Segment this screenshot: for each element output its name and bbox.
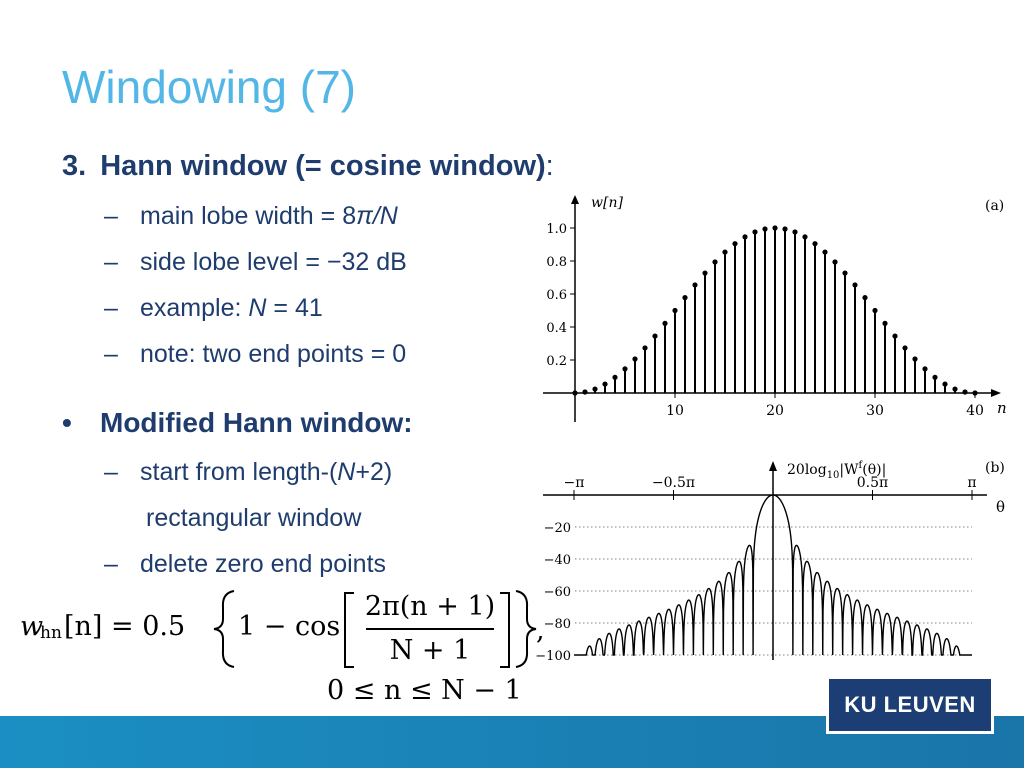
chart-a-stem-point <box>582 389 587 394</box>
formula-lhs-rest: [n] = 0.5 <box>64 611 186 642</box>
dash: – <box>104 294 118 322</box>
chart-a-y-tick-label: 0.8 <box>546 255 567 270</box>
dash: – <box>104 458 118 486</box>
chart-a-stem-point <box>572 390 577 395</box>
chart-a-stem-point <box>742 234 747 239</box>
chart-a-x-arrow <box>991 389 1001 397</box>
chart-a-stem-point <box>642 345 647 350</box>
chart-a-stem-point <box>812 241 817 246</box>
chart-a-stem-point <box>692 282 697 287</box>
chart-a-stem-point <box>662 321 667 326</box>
chart-a-y-tick-label: 0.4 <box>546 321 567 336</box>
heading-text: Hann window (= cosine window) <box>100 150 546 182</box>
item-note: – note: two end points = 0 <box>104 340 407 368</box>
chart-b-xlabel: θ <box>996 498 1006 516</box>
chart-b-x-tick-label: π <box>967 475 977 491</box>
chart-b-y-tick-label: −100 <box>535 649 571 664</box>
dash: – <box>104 340 118 368</box>
item-rectangular: rectangular window <box>146 504 362 532</box>
item-start-length: – start from length-(N+2) <box>104 458 393 486</box>
chart-a-stem-plot <box>525 190 1020 422</box>
chart-a-stem-point <box>892 333 897 338</box>
chart-a-x-tick-label: 20 <box>766 403 784 419</box>
chart-a-stem-point <box>672 308 677 313</box>
chart-a-stem-point <box>752 229 757 234</box>
chart-a-stem-point <box>802 234 807 239</box>
formula-comma: , <box>536 615 545 646</box>
chart-a-stem-point <box>852 282 857 287</box>
chart-a-stem-point <box>602 381 607 386</box>
chart-a-stem-point <box>962 389 967 394</box>
chart-b-x-tick-label: −0.5π <box>651 475 696 491</box>
chart-a-stem-point <box>832 259 837 264</box>
chart-a-stem-point <box>592 386 597 391</box>
item-main-lobe: – main lobe width = 8π/N <box>104 202 398 230</box>
ku-leuven-logo: KU LEUVEN <box>826 676 994 734</box>
chart-a-xlabel: n <box>997 399 1007 417</box>
chart-a-y-tick-label: 0.6 <box>546 288 567 303</box>
chart-a-y-tick-label: 0.2 <box>546 354 567 369</box>
chart-a-stem-point <box>862 295 867 300</box>
chart-a-stem-point <box>972 390 977 395</box>
chart-a-stem-point <box>632 356 637 361</box>
chart-b-y-arrow <box>769 461 777 471</box>
chart-b-x-tick-label: 0.5π <box>856 475 889 491</box>
chart-a-stem-point <box>782 226 787 231</box>
chart-a-stem-point <box>792 229 797 234</box>
chart-a-stem-point <box>712 259 717 264</box>
chart-b-y-tick-label: −80 <box>543 617 571 632</box>
chart-a-stem-point <box>932 375 937 380</box>
dash: – <box>104 550 118 578</box>
dash: – <box>104 248 118 276</box>
chart-a-stem-point <box>732 241 737 246</box>
bullet-modified-hann: • Modified Hann window: <box>62 407 413 438</box>
slide-title: Windowing (7) <box>62 61 356 113</box>
dash: – <box>104 202 118 230</box>
chart-a-stem-point <box>842 270 847 275</box>
fraction-bar <box>366 628 494 630</box>
bullet-dot: • <box>62 407 72 438</box>
chart-a-stem-point <box>872 308 877 313</box>
chart-a-stem-point <box>822 249 827 254</box>
chart-a-stem-point <box>902 345 907 350</box>
chart-a-x-tick-label: 10 <box>666 403 684 419</box>
numerator: 2π(n + 1) <box>364 591 496 622</box>
chart-a-stem-point <box>612 375 617 380</box>
left-bracket <box>342 591 356 669</box>
chart-a-x-tick-label: 40 <box>966 403 984 419</box>
heading-colon: : <box>545 150 554 182</box>
chart-a-stem-point <box>702 270 707 275</box>
heading-number: 3. <box>62 150 87 182</box>
item-delete-zero: – delete zero end points <box>104 550 387 578</box>
chart-a-stem-point <box>882 321 887 326</box>
chart-a-stem-point <box>722 249 727 254</box>
chart-a-stem-point <box>942 381 947 386</box>
section-heading <box>62 150 554 183</box>
chart-b-y-tick-label: −20 <box>543 521 571 536</box>
formula-middle: 1 − cos <box>238 611 341 642</box>
chart-a-stem-point <box>912 356 917 361</box>
item-side-lobe: – side lobe level = −32 dB <box>104 248 407 276</box>
chart-a-x-tick-label: 30 <box>866 403 884 419</box>
chart-a-stem-point <box>922 366 927 371</box>
denominator: N + 1 <box>389 635 471 666</box>
chart-a-y-arrow <box>571 195 579 204</box>
chart-a-stem-point <box>652 333 657 338</box>
formula-lhs-sub: hn <box>40 623 62 643</box>
formula-lhs: w <box>20 611 44 642</box>
chart-a-y-tick-label: 1.0 <box>546 222 567 237</box>
chart-b-panel-label: (b) <box>985 460 1005 476</box>
chart-b-y-tick-label: −60 <box>543 585 571 600</box>
chart-a-stem-point <box>762 226 767 231</box>
chart-a-panel-label: (a) <box>985 198 1005 214</box>
chart-a-ylabel: w[n] <box>591 195 623 211</box>
chart-b-x-tick-label: −π <box>563 475 585 491</box>
chart-a-stem-point <box>952 386 957 391</box>
chart-a-stem-point <box>682 295 687 300</box>
chart-a-stem-point <box>622 366 627 371</box>
item-example: – example: N = 41 <box>104 294 323 322</box>
chart-a-stem-point <box>772 225 777 230</box>
chart-b-ylabel: $20\log_{10}|W^f(\theta)|$ <box>787 460 887 481</box>
chart-b-y-tick-label: −40 <box>543 553 571 568</box>
formula-condition: 0 ≤ n ≤ N − 1 <box>327 675 522 706</box>
chart-b-magnitude-plot <box>525 455 1020 670</box>
left-brace <box>210 587 240 671</box>
